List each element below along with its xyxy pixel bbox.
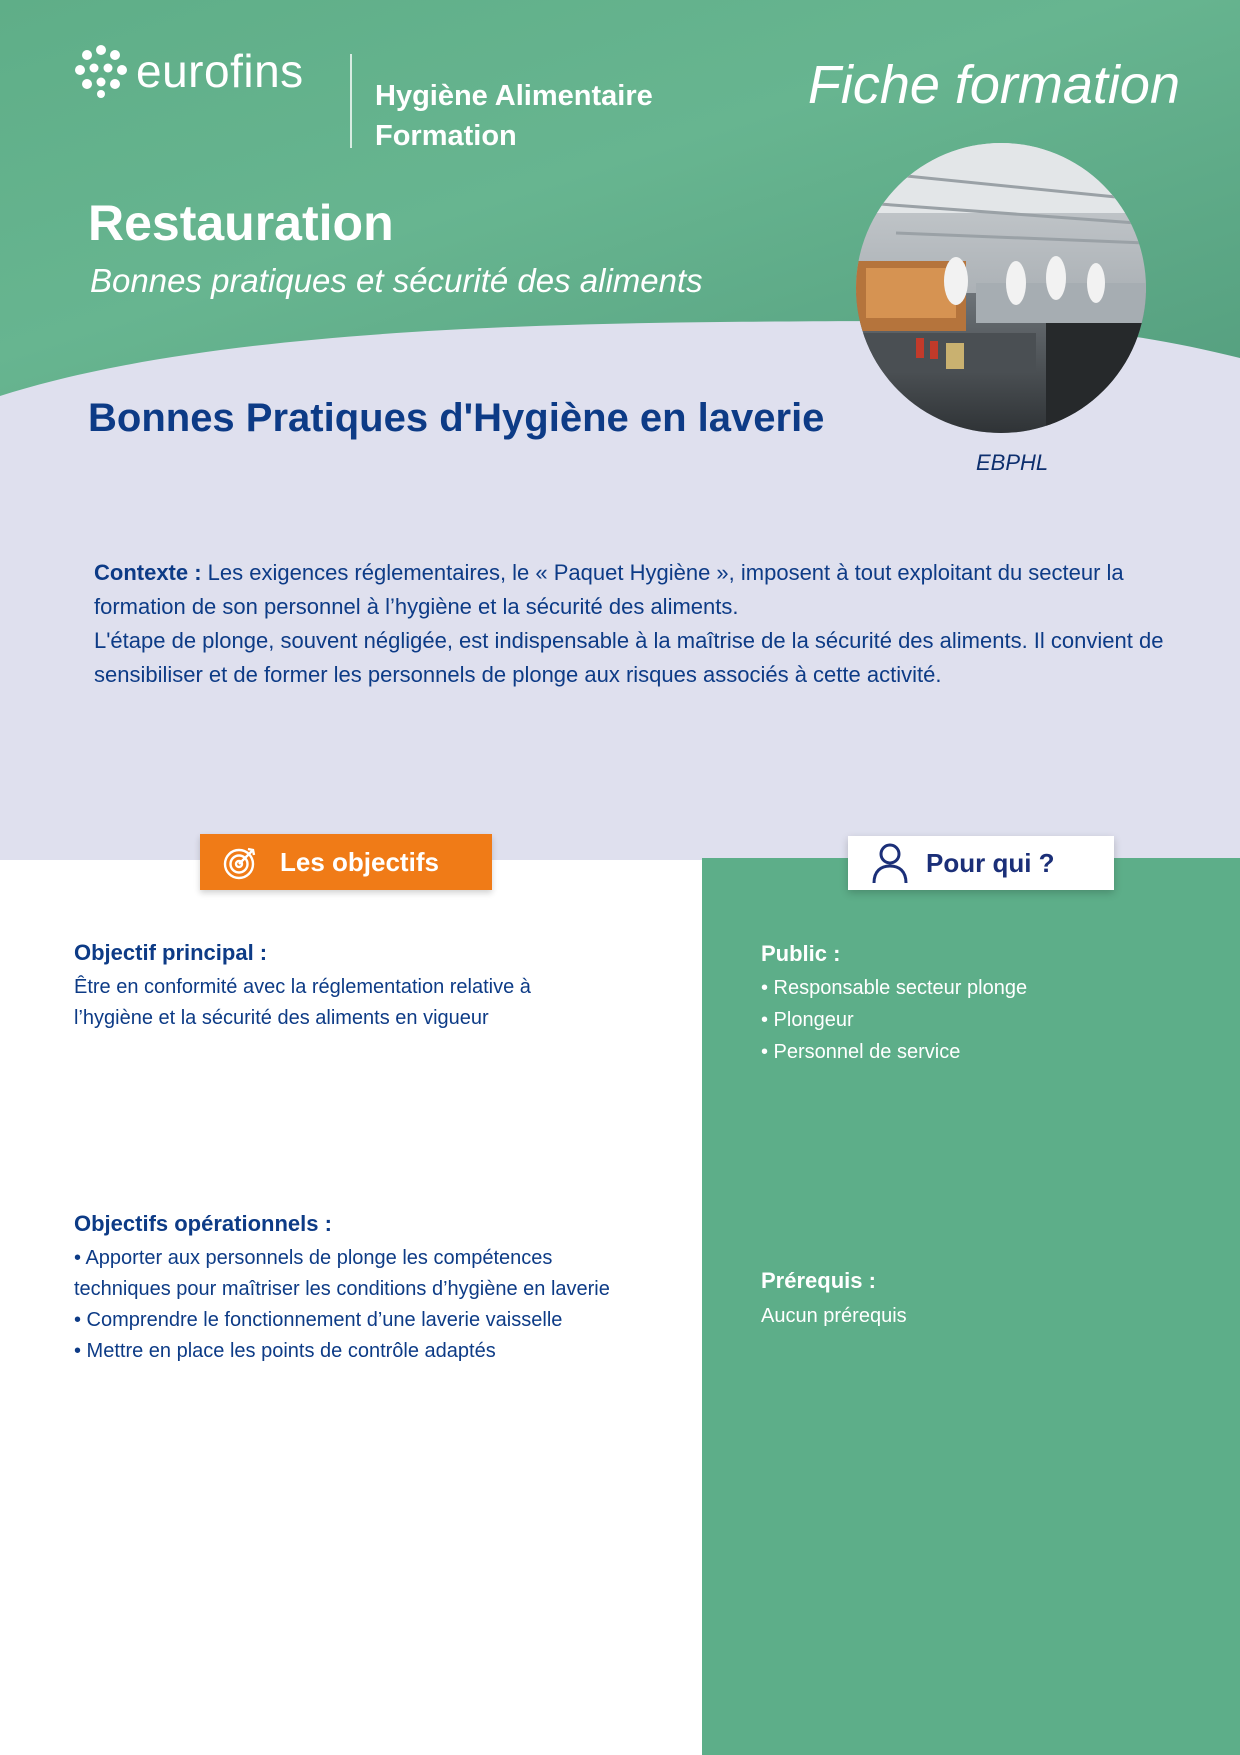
context-paragraph-1 [94, 556, 1164, 624]
list-item: • Plongeur [761, 1009, 854, 1031]
list-item: • Comprendre le fonctionnement d’une laverie vaisselle [74, 1309, 563, 1331]
eurofins-logo [74, 44, 304, 98]
page-title: Restauration [88, 195, 394, 251]
audience-badge [848, 836, 1114, 890]
target-icon [222, 843, 260, 881]
prerequisites-text: Aucun prérequis [761, 1305, 907, 1327]
objectives-badge [200, 834, 492, 890]
training-title: Bonnes Pratiques d'Hygiène en laverie [88, 396, 825, 440]
context-label: Contexte : [94, 560, 202, 585]
page-subtitle: Bonnes pratiques et sécurité des aliments [90, 262, 703, 299]
list-item: • Mettre en place les points de contrôle adaptés [74, 1340, 496, 1362]
training-code: EBPHL [976, 450, 1049, 475]
kitchen-photo [856, 143, 1146, 433]
main-objective-text: Être en conformité avec la réglementation relative à l’hygiène et la sécurité des aliments en vigueur [74, 976, 531, 1029]
operational-objectives-list [74, 1243, 614, 1367]
list-item: • Responsable secteur plonge [761, 977, 1028, 999]
person-icon [870, 841, 910, 885]
audience-label: Pour qui ? [926, 847, 1055, 878]
prerequisites-heading: Prérequis : [761, 1268, 876, 1293]
public-heading: Public : [761, 941, 841, 966]
context-text-1: Les exigences réglementaires, le « Paquet Hygiène », imposent à tout exploitant du secteur la formation de son personnel à l’hygiène et la sécurité des aliments. [94, 560, 1124, 619]
operational-objectives-heading: Objectifs opérationnels : [74, 1211, 332, 1236]
context-section [94, 556, 1164, 692]
logo-wordmark: eurofins [136, 45, 304, 97]
main-objective-heading: Objectif principal : [74, 940, 268, 965]
document-type: Fiche formation [807, 55, 1180, 115]
context-paragraph-2: L'étape de plonge, souvent négligée, est indispensable à la maîtrise de la sécurité des aliments. Il convient de sensibiliser et de former les personnels de plonge aux risques associés à cette activité. [94, 628, 1164, 687]
list-item: • Personnel de service [761, 1041, 961, 1063]
objectives-label: Les objectifs [280, 846, 439, 877]
public-list [761, 972, 1181, 1068]
brand-line-1: Hygiène Alimentaire [375, 80, 653, 112]
eurofins-dots-icon [74, 44, 128, 98]
logo-divider [350, 54, 352, 148]
list-item: • Apporter aux personnels de plonge les compétences techniques pour maîtriser les conditions d’hygiène en laverie [74, 1247, 610, 1300]
brand-line-2: Formation [375, 120, 517, 152]
